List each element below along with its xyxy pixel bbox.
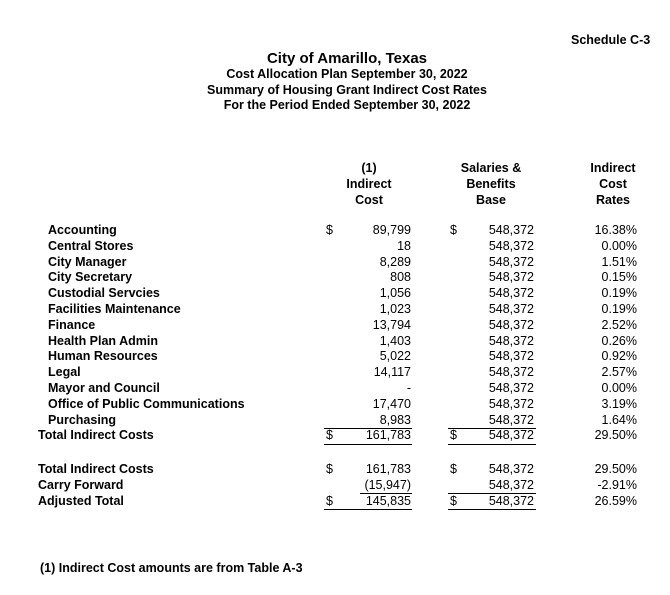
- row-label: City Secretary: [48, 270, 133, 285]
- rate-value: 0.19%: [601, 286, 637, 301]
- table-row: [0, 397, 670, 413]
- currency-symbol: $: [326, 223, 333, 237]
- rate-value: 1.64%: [601, 412, 637, 427]
- currency-symbol: $: [450, 223, 457, 237]
- row-label: Accounting: [48, 223, 117, 237]
- base-value: 548,372: [488, 317, 534, 332]
- indirect-cost-value: 1,403: [379, 333, 411, 348]
- rate-value: 2.52%: [601, 317, 637, 332]
- total-underline-cost: [324, 444, 412, 445]
- indirect-cost-value: 17,470: [372, 396, 411, 411]
- row-label: Total Indirect Costs: [38, 428, 154, 443]
- rate-value: 26.59%: [594, 494, 637, 508]
- row-label: Total Indirect Costs: [38, 462, 154, 476]
- carry-underline-base: [448, 493, 536, 494]
- rate-value: 0.92%: [601, 349, 637, 364]
- rate-value: 29.50%: [594, 462, 637, 476]
- table-row: [0, 318, 670, 334]
- indirect-cost-value: 18: [397, 238, 411, 253]
- rate-value: 3.19%: [601, 396, 637, 411]
- base-value: 548,372: [488, 254, 534, 269]
- total-row: [0, 428, 670, 444]
- indirect-cost-value: 89,799: [372, 223, 411, 237]
- table-row: [0, 255, 670, 271]
- table-row: [0, 349, 670, 365]
- rate-value: 0.00%: [601, 381, 637, 395]
- base-value: 548,372: [488, 238, 534, 253]
- base-value: 548,372: [488, 365, 534, 380]
- base-value: 548,372: [488, 462, 534, 476]
- row-label: Purchasing: [48, 412, 117, 427]
- indirect-cost-value: 14,117: [373, 365, 411, 380]
- currency-symbol: $: [326, 494, 333, 508]
- row-label: Office of Public Communications: [48, 396, 245, 411]
- row-label: Carry Forward: [38, 478, 124, 492]
- indirect-cost-value: 145,835: [365, 494, 411, 508]
- table-row: [0, 302, 670, 318]
- subtitle-period: For the Period Ended September 30, 2022: [223, 98, 471, 112]
- indirect-cost-value: 8,983: [379, 412, 411, 427]
- base-value: 548,372: [488, 302, 534, 316]
- row-label: Mayor and Council: [48, 381, 160, 395]
- currency-symbol: $: [326, 428, 333, 443]
- row-label: Legal: [48, 365, 81, 380]
- total-row: [0, 462, 670, 478]
- table-row: [0, 239, 670, 255]
- indirect-cost-value: 8,289: [379, 254, 411, 269]
- schedule-label: Schedule C-3: [571, 33, 651, 47]
- table-row: [0, 270, 670, 286]
- base-value: 548,372: [488, 286, 534, 301]
- indirect-cost-value: 161,783: [365, 428, 411, 443]
- currency-symbol: $: [450, 462, 457, 476]
- base-value: 548,372: [488, 494, 534, 508]
- row-label: Custodial Servcies: [48, 286, 160, 301]
- base-value: 548,372: [488, 412, 534, 427]
- table-row: [0, 334, 670, 350]
- currency-symbol: $: [450, 428, 457, 443]
- rate-value: 0.19%: [601, 302, 637, 316]
- subtitle-plan: Cost Allocation Plan September 30, 2022: [226, 67, 468, 81]
- rate-value: 2.57%: [601, 365, 637, 380]
- column-header-rates: Indirect Cost Rates: [590, 161, 636, 207]
- indirect-cost-value: 1,056: [379, 286, 411, 301]
- row-label: Human Resources: [48, 349, 158, 364]
- base-value: 548,372: [488, 478, 534, 492]
- base-value: 548,372: [488, 428, 534, 443]
- indirect-cost-value: 808: [390, 270, 411, 285]
- currency-symbol: $: [450, 494, 457, 508]
- rate-value: 0.15%: [601, 270, 637, 285]
- adjusted-underline-base: [448, 509, 536, 510]
- row-label: City Manager: [48, 254, 127, 269]
- table-row: [0, 413, 670, 429]
- column-header-salaries-base: Salaries & Benefits Base: [460, 161, 522, 207]
- indirect-cost-value: 13,794: [372, 317, 411, 332]
- row-label: Central Stores: [48, 238, 134, 253]
- table-row: [0, 223, 670, 239]
- table-row: [0, 381, 670, 397]
- subtitle-summary: Summary of Housing Grant Indirect Cost Rates: [207, 83, 487, 97]
- base-value: 548,372: [488, 349, 534, 364]
- indirect-cost-value: 1,023: [379, 302, 411, 316]
- total-underline-base: [448, 444, 536, 445]
- base-value: 548,372: [488, 333, 534, 348]
- row-label: Adjusted Total: [38, 494, 124, 508]
- carry-underline-cost: [360, 493, 412, 494]
- base-value: 548,372: [488, 396, 534, 411]
- table-row: [0, 365, 670, 381]
- table-row: [0, 286, 670, 302]
- rate-value: 29.50%: [594, 428, 637, 443]
- total-row: [0, 494, 670, 510]
- total-row: [0, 478, 670, 494]
- base-value: 548,372: [488, 223, 534, 237]
- rate-value: 16.38%: [594, 223, 637, 237]
- rate-value: 0.26%: [601, 333, 637, 348]
- underline-base: [448, 428, 536, 429]
- column-header-indirect-cost: (1) Indirect Cost: [346, 161, 392, 207]
- base-value: 548,372: [488, 270, 534, 285]
- underline-cost: [324, 428, 412, 429]
- rate-value: 0.00%: [601, 238, 637, 253]
- row-label: Finance: [48, 317, 96, 332]
- page-title: City of Amarillo, Texas: [266, 50, 428, 67]
- footnote: (1) Indirect Cost amounts are from Table A-3: [40, 561, 303, 575]
- row-label: Health Plan Admin: [48, 333, 158, 348]
- indirect-cost-value: 161,783: [365, 462, 411, 476]
- adjusted-underline-cost: [324, 509, 412, 510]
- row-label: Facilities Maintenance: [48, 302, 181, 316]
- indirect-cost-value: 5,022: [379, 349, 411, 364]
- rate-value: 1.51%: [601, 254, 637, 269]
- indirect-cost-value: -: [406, 381, 411, 395]
- indirect-cost-value: (15,947): [364, 478, 411, 492]
- base-value: 548,372: [488, 381, 534, 395]
- rate-value: -2.91%: [597, 478, 637, 492]
- currency-symbol: $: [326, 462, 333, 476]
